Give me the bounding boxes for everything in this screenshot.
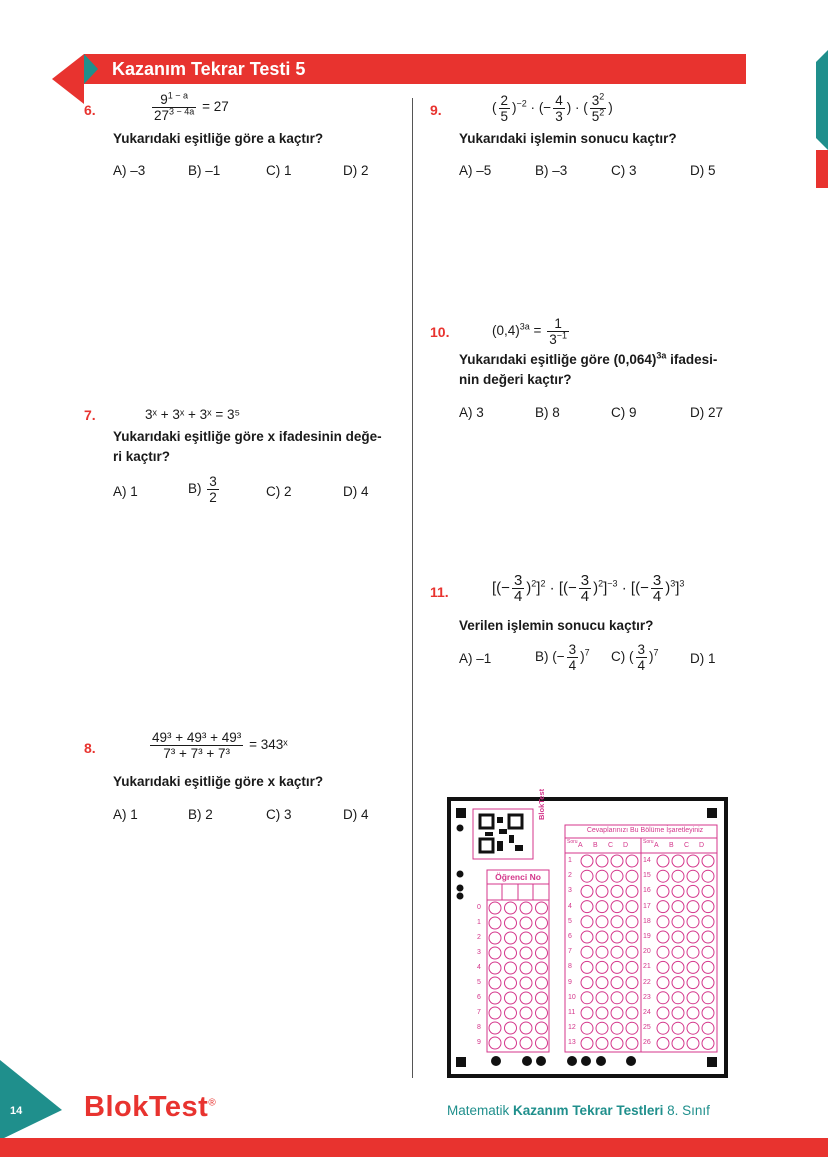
student-no-bubble[interactable] <box>520 962 532 974</box>
q8-option-a: A) 1 <box>113 807 138 822</box>
student-no-bubble[interactable] <box>489 947 501 959</box>
answer-row-number: 13 <box>568 1039 576 1047</box>
answer-bubble[interactable] <box>626 870 638 882</box>
q8-option-b: B) 2 <box>188 807 213 822</box>
q9-option-a: A) –5 <box>459 163 492 178</box>
q9-formula: ( $\frac{2}{5}$ )$^{-2}$ · (− $\frac{4}{3}$ ) · ( $\frac{3^2}{5^2}$ ) <box>492 91 613 124</box>
student-no-bubble[interactable] <box>505 932 517 944</box>
answer-col-header: A <box>578 842 583 849</box>
answer-bubble[interactable] <box>657 870 669 882</box>
answer-bubble[interactable] <box>657 992 669 1004</box>
answer-bubble[interactable] <box>596 992 608 1004</box>
answer-bubble[interactable] <box>657 977 669 989</box>
student-digit-label: 2 <box>477 934 481 941</box>
answer-bubble[interactable] <box>626 977 638 989</box>
answer-bubble[interactable] <box>626 1022 638 1034</box>
q7-number: 7. <box>84 407 96 423</box>
q6-option-a: A) –3 <box>113 163 146 178</box>
answer-bubble[interactable] <box>581 961 593 973</box>
answer-bubble[interactable] <box>672 901 684 913</box>
q10-option-a: A) 3 <box>459 405 484 420</box>
q7-option-b: B) $\frac{3}{2}$ <box>188 474 217 505</box>
answer-bubble[interactable] <box>672 992 684 1004</box>
answer-col-header: C <box>684 842 690 849</box>
student-digit-label: 9 <box>477 1039 481 1046</box>
answer-row-number: 3 <box>568 887 572 895</box>
answer-bubble[interactable] <box>657 1022 669 1034</box>
answer-bubble[interactable] <box>702 931 714 943</box>
student-no-bubble[interactable] <box>536 1007 548 1019</box>
brand-logo: BlokTest® <box>84 1091 217 1123</box>
answer-col-header: D <box>623 842 629 849</box>
student-no-bubble[interactable] <box>536 1022 548 1034</box>
student-no-bubble[interactable] <box>536 917 548 929</box>
answer-bubble[interactable] <box>626 885 638 897</box>
q7-prompt-line2: ri kaçtır? <box>113 449 171 464</box>
answer-row-number: 22 <box>643 978 651 986</box>
student-no-label: Öğrenci No <box>495 872 541 882</box>
answer-row-number: 5 <box>568 917 572 925</box>
student-digit-label: 6 <box>477 994 481 1001</box>
student-digit-label: 3 <box>477 949 481 956</box>
page-corner-decoration <box>0 1060 80 1140</box>
answer-bubble[interactable] <box>626 901 638 913</box>
student-no-bubble[interactable] <box>505 947 517 959</box>
answer-row-number: 4 <box>568 902 572 910</box>
answer-bubble[interactable] <box>687 901 699 913</box>
q8-number: 8. <box>84 740 96 756</box>
student-no-bubble[interactable] <box>520 917 532 929</box>
answer-bubble[interactable] <box>672 977 684 989</box>
answer-row-number: 19 <box>643 933 651 940</box>
answer-bubble[interactable] <box>687 961 699 973</box>
q9-prompt: Yukarıdaki işlemin sonucu kaçtır? <box>459 131 677 146</box>
answer-row-number: 18 <box>643 917 651 925</box>
answer-row-number: 6 <box>568 933 572 940</box>
answer-bubble[interactable] <box>672 855 684 867</box>
answer-bubble[interactable] <box>611 885 623 897</box>
answer-bubble[interactable] <box>611 1022 623 1034</box>
q6-formula: $\frac{9^{1 - a}}{27^{3 - 4a}}$ = 27 <box>154 90 229 123</box>
answer-bubble[interactable] <box>596 885 608 897</box>
answer-bubble[interactable] <box>611 931 623 943</box>
answer-bubble[interactable] <box>657 961 669 973</box>
answer-bubble[interactable] <box>596 901 608 913</box>
q7-option-c: C) 2 <box>266 484 292 499</box>
answer-row-number: 17 <box>643 902 651 910</box>
footer-series: Matematik Kazanım Tekrar Testleri 8. Sınıf <box>447 1103 710 1118</box>
answer-bubble[interactable] <box>596 855 608 867</box>
student-no-bubble[interactable] <box>520 902 532 914</box>
student-digit-label: 4 <box>477 964 481 971</box>
soru-label: Soru <box>643 839 654 845</box>
answer-bubble[interactable] <box>702 1037 714 1049</box>
answer-bubble[interactable] <box>626 946 638 958</box>
answer-bubble[interactable] <box>672 1007 684 1019</box>
student-no-bubble[interactable] <box>536 962 548 974</box>
answer-bubble[interactable] <box>672 1022 684 1034</box>
answer-bubble[interactable] <box>596 961 608 973</box>
answer-bubble[interactable] <box>581 855 593 867</box>
answer-bubble[interactable] <box>657 1037 669 1049</box>
answer-bubble[interactable] <box>702 870 714 882</box>
answer-bubble[interactable] <box>702 1007 714 1019</box>
answer-bubble[interactable] <box>702 885 714 897</box>
answer-bubble[interactable] <box>657 855 669 867</box>
q6-number: 6. <box>84 102 96 118</box>
answer-row-number: 20 <box>643 948 651 956</box>
sheet-brand: BlokTest <box>537 788 546 820</box>
q8-option-d: D) 4 <box>343 807 369 822</box>
answer-bubble[interactable] <box>611 855 623 867</box>
answer-bubble[interactable] <box>657 885 669 897</box>
q11-option-a: A) –1 <box>459 651 492 666</box>
q8-formula: $\frac{\text{49³ + 49³ + 49³}}{\text{7³ + 7³ + 7³}}$ = 343ˣ <box>152 730 288 761</box>
answer-bubble[interactable] <box>611 901 623 913</box>
answer-bubble[interactable] <box>581 946 593 958</box>
answer-bubble[interactable] <box>596 977 608 989</box>
q6-option-d: D) 2 <box>343 163 369 178</box>
answer-bubble[interactable] <box>596 931 608 943</box>
answer-bubble[interactable] <box>611 946 623 958</box>
answer-bubble[interactable] <box>596 946 608 958</box>
student-no-bubble[interactable] <box>505 917 517 929</box>
answer-bubble[interactable] <box>596 1007 608 1019</box>
answer-bubble[interactable] <box>581 1022 593 1034</box>
q7-option-d: D) 4 <box>343 484 369 499</box>
answer-bubble[interactable] <box>611 992 623 1004</box>
answer-row-number: 25 <box>643 1024 651 1032</box>
answer-bubble[interactable] <box>672 885 684 897</box>
student-no-bubble[interactable] <box>505 902 517 914</box>
student-digit-label: 8 <box>477 1024 481 1031</box>
answer-bubble[interactable] <box>581 931 593 943</box>
answer-bubble[interactable] <box>611 977 623 989</box>
student-no-bubble[interactable] <box>520 1007 532 1019</box>
answer-bubble[interactable] <box>687 1037 699 1049</box>
answer-bubble[interactable] <box>687 855 699 867</box>
student-no-bubble[interactable] <box>520 947 532 959</box>
student-digit-label: 5 <box>477 979 481 986</box>
answer-col-header: C <box>608 842 614 849</box>
answer-bubble[interactable] <box>672 870 684 882</box>
answer-bubble[interactable] <box>702 946 714 958</box>
answer-bubble[interactable] <box>687 885 699 897</box>
student-no-bubble[interactable] <box>505 1037 517 1049</box>
answer-bubble[interactable] <box>657 916 669 928</box>
answer-sheet-graphics <box>447 797 728 1078</box>
answer-bubble[interactable] <box>611 870 623 882</box>
answer-bubble[interactable] <box>657 1007 669 1019</box>
answer-bubble[interactable] <box>687 1007 699 1019</box>
q9-option-b: B) –3 <box>535 163 568 178</box>
answer-bubble[interactable] <box>702 961 714 973</box>
sheet-header: Cevaplarınızı Bu Bölüme İşaretleyiniz <box>586 827 704 834</box>
answer-row-number: 11 <box>568 1009 576 1016</box>
answer-bubble[interactable] <box>611 1007 623 1019</box>
answer-bubble[interactable] <box>672 1037 684 1049</box>
answer-bubble[interactable] <box>581 992 593 1004</box>
student-no-bubble[interactable] <box>520 932 532 944</box>
answer-bubble[interactable] <box>657 946 669 958</box>
answer-bubble[interactable] <box>672 916 684 928</box>
q10-option-c: C) 9 <box>611 405 637 420</box>
student-no-bubble[interactable] <box>536 902 548 914</box>
q10-prompt-line1: Yukarıdaki eşitliğe göre $(0,064)^{3a}$ ifadesi- <box>459 350 718 367</box>
answer-bubble[interactable] <box>687 992 699 1004</box>
answer-bubble[interactable] <box>687 946 699 958</box>
edge-tab-decoration <box>812 50 828 190</box>
page-title: Kazanım Tekrar Testi 5 <box>112 59 306 79</box>
answer-bubble[interactable] <box>702 901 714 913</box>
student-no-bubble[interactable] <box>489 902 501 914</box>
answer-bubble[interactable] <box>596 1037 608 1049</box>
q7-option-a: A) 1 <box>113 484 138 499</box>
q11-formula: [(− $\frac{3}{4}$ )$^2$]$^2$ · [(− $\frac{3}{4}$ )$^2$]$^{-3}$ · [(− $\frac{3}{4}$ )$^3$]$^3$ <box>492 572 685 605</box>
q8-prompt: Yukarıdaki eşitliğe göre x kaçtır? <box>113 774 324 789</box>
student-no-bubble[interactable] <box>520 977 532 989</box>
answer-row-number: 12 <box>568 1024 576 1032</box>
q11-option-b: B) (− $\frac{3}{4}$ )$^7$ <box>535 642 590 673</box>
answer-bubble[interactable] <box>702 855 714 867</box>
q9-option-d: D) 5 <box>690 163 716 178</box>
answer-bubble[interactable] <box>611 1037 623 1049</box>
answer-bubble[interactable] <box>687 977 699 989</box>
answer-bubble[interactable] <box>672 931 684 943</box>
q10-formula: $(0,4)^{3a}$ = $\frac{1}{3^{-1}}$ <box>492 316 567 347</box>
answer-bubble[interactable] <box>581 1007 593 1019</box>
answer-bubble[interactable] <box>626 931 638 943</box>
answer-bubble[interactable] <box>581 870 593 882</box>
q6-option-c: C) 1 <box>266 163 292 178</box>
answer-bubble[interactable] <box>596 1022 608 1034</box>
answer-row-number: 2 <box>568 872 572 880</box>
q10-prompt-line2: nin değeri kaçtır? <box>459 372 572 387</box>
student-digit-label: 0 <box>477 904 481 911</box>
answer-bubble[interactable] <box>687 916 699 928</box>
answer-bubble[interactable] <box>626 961 638 973</box>
answer-row-number: 7 <box>568 948 572 956</box>
student-no-bubble[interactable] <box>489 1007 501 1019</box>
answer-bubble[interactable] <box>596 916 608 928</box>
answer-bubble[interactable] <box>657 931 669 943</box>
answer-bubble[interactable] <box>596 870 608 882</box>
student-no-bubble[interactable] <box>505 962 517 974</box>
q11-option-c: C) ( $\frac{3}{4}$ )$^7$ <box>611 642 659 673</box>
answer-row-number: 23 <box>643 993 651 1001</box>
student-no-bubble[interactable] <box>489 992 501 1004</box>
answer-bubble[interactable] <box>626 916 638 928</box>
answer-bubble[interactable] <box>581 885 593 897</box>
answer-bubble[interactable] <box>687 931 699 943</box>
student-no-bubble[interactable] <box>505 1022 517 1034</box>
answer-row-number: 16 <box>643 887 651 895</box>
answer-col-header: D <box>699 842 705 849</box>
answer-bubble[interactable] <box>581 901 593 913</box>
answer-bubble[interactable] <box>611 916 623 928</box>
q10-number: 10. <box>430 324 450 340</box>
student-digit-label: 1 <box>477 919 481 926</box>
answer-bubble[interactable] <box>581 916 593 928</box>
student-no-bubble[interactable] <box>489 917 501 929</box>
answer-bubble[interactable] <box>702 977 714 989</box>
answer-bubble[interactable] <box>702 916 714 928</box>
q11-prompt: Verilen işlemin sonucu kaçtır? <box>459 618 654 633</box>
q11-number: 11. <box>430 584 449 600</box>
q6-prompt: Yukarıdaki eşitliğe göre a kaçtır? <box>113 131 324 146</box>
student-no-bubble[interactable] <box>505 977 517 989</box>
answer-row-number: 1 <box>568 857 572 864</box>
answer-row-number: 10 <box>568 993 576 1001</box>
student-no-bubble[interactable] <box>520 1022 532 1034</box>
q7-formula: 3ˣ + 3ˣ + 3ˣ = 3⁵ <box>145 407 241 422</box>
answer-bubble[interactable] <box>626 992 638 1004</box>
answer-row-number: 15 <box>643 872 651 880</box>
answer-col-header: A <box>654 842 659 849</box>
answer-row-number: 26 <box>643 1039 651 1047</box>
student-no-bubble[interactable] <box>536 947 548 959</box>
soru-label: Soru <box>567 839 578 845</box>
student-no-bubble[interactable] <box>489 962 501 974</box>
answer-bubble[interactable] <box>702 992 714 1004</box>
answer-bubble[interactable] <box>657 901 669 913</box>
student-no-bubble[interactable] <box>489 1022 501 1034</box>
answer-bubble[interactable] <box>611 961 623 973</box>
student-no-bubble[interactable] <box>520 1037 532 1049</box>
answer-bubble[interactable] <box>626 1037 638 1049</box>
student-no-bubble[interactable] <box>505 992 517 1004</box>
answer-row-number: 8 <box>568 963 572 971</box>
student-no-bubble[interactable] <box>505 1007 517 1019</box>
answer-row-number: 21 <box>643 963 651 971</box>
answer-bubble[interactable] <box>687 870 699 882</box>
answer-bubble[interactable] <box>672 961 684 973</box>
answer-row-number: 24 <box>643 1009 651 1016</box>
q11-option-d: D) 1 <box>690 651 716 666</box>
q10-option-b: B) 8 <box>535 405 560 420</box>
student-no-bubble[interactable] <box>489 1037 501 1049</box>
q9-option-c: C) 3 <box>611 163 637 178</box>
student-digit-label: 7 <box>477 1009 481 1016</box>
page-number: 14 <box>10 1105 23 1117</box>
student-no-bubble[interactable] <box>536 992 548 1004</box>
student-no-bubble[interactable] <box>536 1037 548 1049</box>
student-no-bubble[interactable] <box>536 977 548 989</box>
student-no-bubble[interactable] <box>489 932 501 944</box>
answer-col-header: B <box>593 842 598 849</box>
answer-col-header: B <box>669 842 674 849</box>
q9-number: 9. <box>430 102 442 118</box>
q7-prompt-line1: Yukarıdaki eşitliğe göre x ifadesinin değe- <box>113 429 382 444</box>
student-no-bubble[interactable] <box>489 977 501 989</box>
q10-option-d: D) 27 <box>690 405 724 420</box>
answer-bubble[interactable] <box>702 1022 714 1034</box>
answer-row-number: 14 <box>643 857 651 864</box>
answer-bubble[interactable] <box>581 977 593 989</box>
answer-bubble[interactable] <box>626 855 638 867</box>
answer-row-number: 9 <box>568 978 572 986</box>
answer-bubble[interactable] <box>626 1007 638 1019</box>
answer-bubble[interactable] <box>672 946 684 958</box>
student-no-bubble[interactable] <box>536 932 548 944</box>
footer-bar <box>0 1138 828 1157</box>
q8-option-c: C) 3 <box>266 807 292 822</box>
q6-option-b: B) –1 <box>188 163 221 178</box>
teal-arrow-icon <box>84 54 104 84</box>
answer-bubble[interactable] <box>581 1037 593 1049</box>
answer-bubble[interactable] <box>687 1022 699 1034</box>
student-no-bubble[interactable] <box>520 992 532 1004</box>
column-divider <box>412 98 413 1078</box>
